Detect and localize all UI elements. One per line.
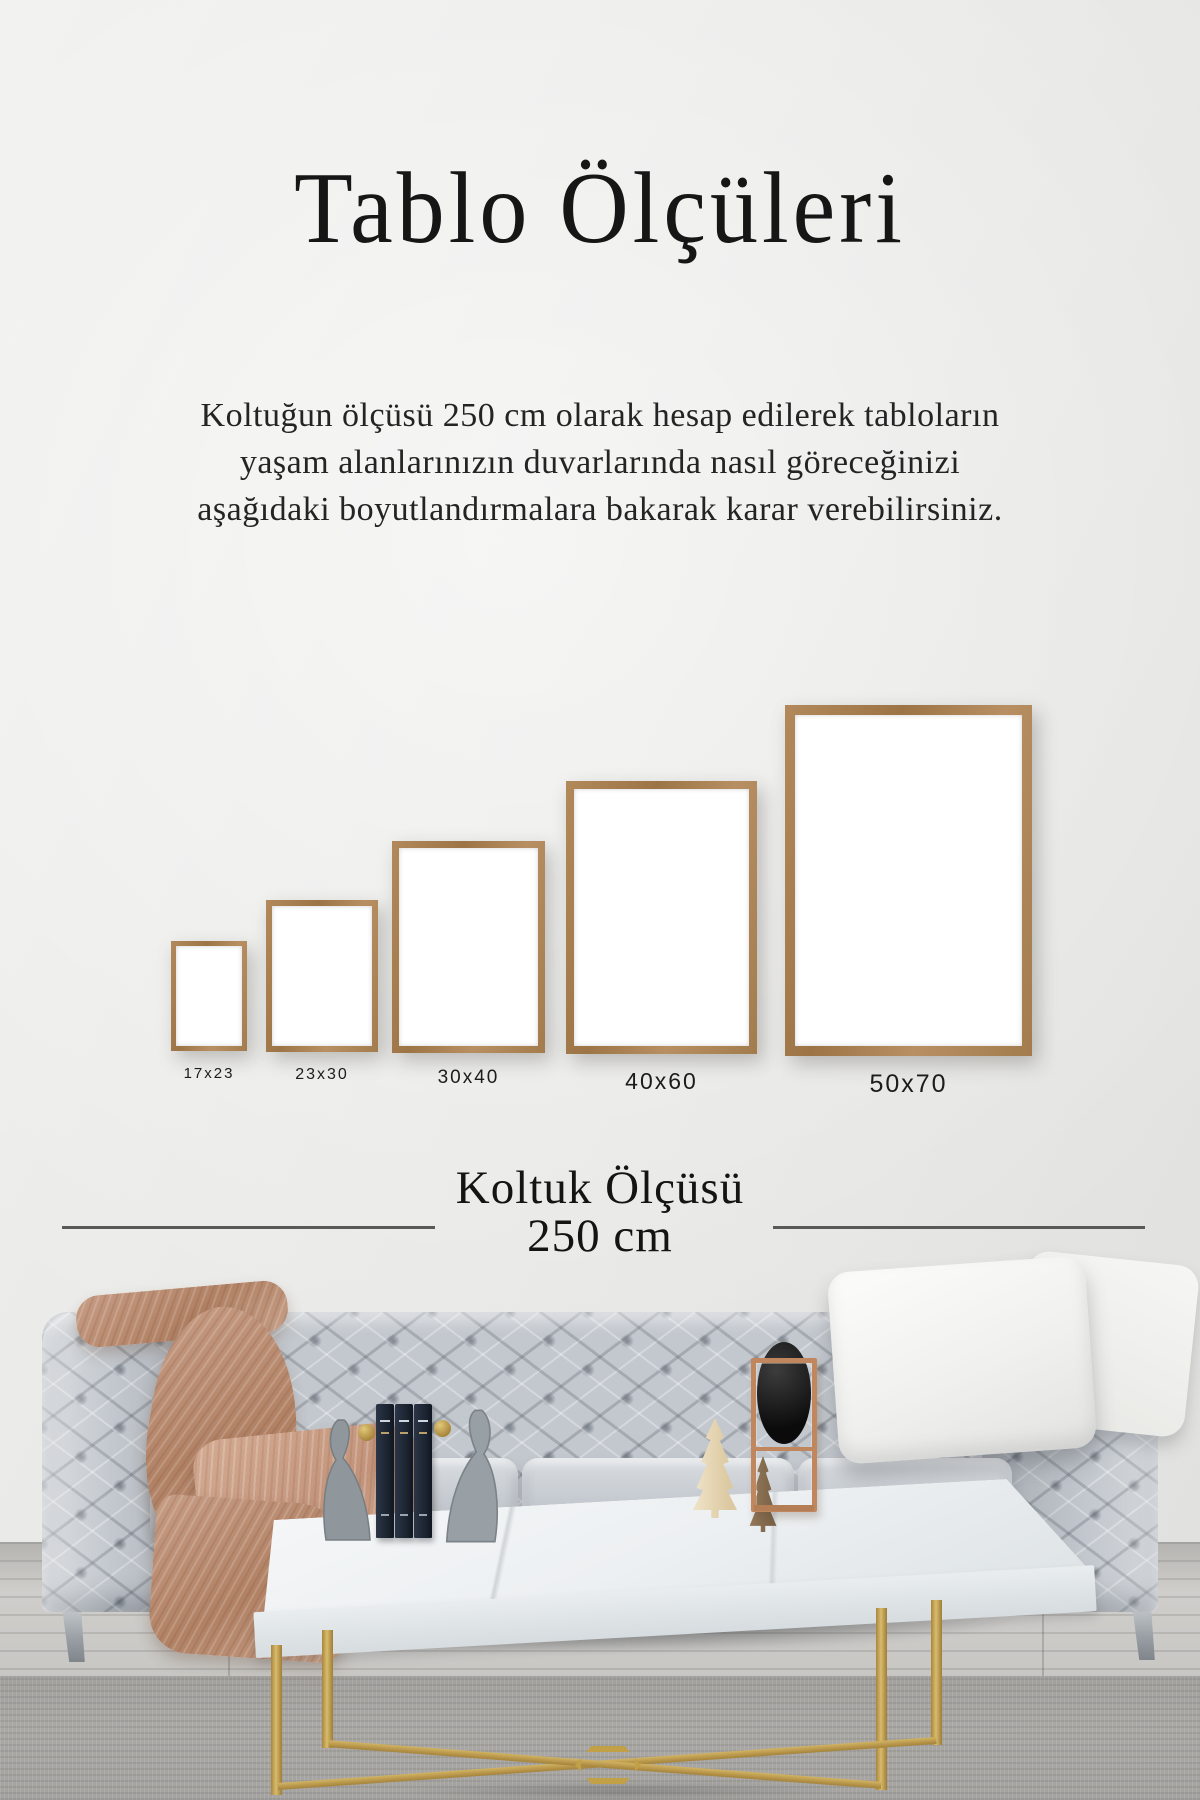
page-title: Tablo Ölçüleri <box>294 150 906 265</box>
book <box>395 1404 413 1538</box>
intro-line-1: Koltuğun ölçüsü 250 cm olarak hesap edilerek tabloların <box>200 397 1000 434</box>
table-leg <box>931 1600 942 1745</box>
book <box>414 1404 432 1538</box>
frame-size-label: 50x70 <box>869 1070 948 1098</box>
measure-label: Koltuk Ölçüsü <box>455 1162 745 1214</box>
table-leg <box>271 1645 282 1795</box>
frame-size-label: 30x40 <box>437 1067 500 1088</box>
book <box>376 1404 394 1538</box>
intro-line-2: yaşam alanlarınızın duvarlarında nasıl göreceğinizi <box>239 444 961 481</box>
measure-value: 250 cm <box>527 1210 673 1262</box>
gold-bookend-knob <box>358 1424 375 1441</box>
gold-bookend-knob <box>434 1420 451 1437</box>
table-leg <box>876 1608 887 1790</box>
frame-size-label: 17x23 <box>183 1065 235 1082</box>
intro-line-3: aşağıdaki boyutlandırmalara bakarak karar verebilirsiniz. <box>197 491 1003 528</box>
lantern-shelf <box>756 1447 812 1451</box>
table-leg <box>322 1630 333 1748</box>
frame-size-label: 23x30 <box>295 1066 349 1083</box>
copper-lantern-stand <box>751 1358 817 1512</box>
white-pillow-front <box>827 1255 1098 1465</box>
lantern-base <box>754 1505 814 1511</box>
frame-size-label: 40x60 <box>625 1068 698 1094</box>
